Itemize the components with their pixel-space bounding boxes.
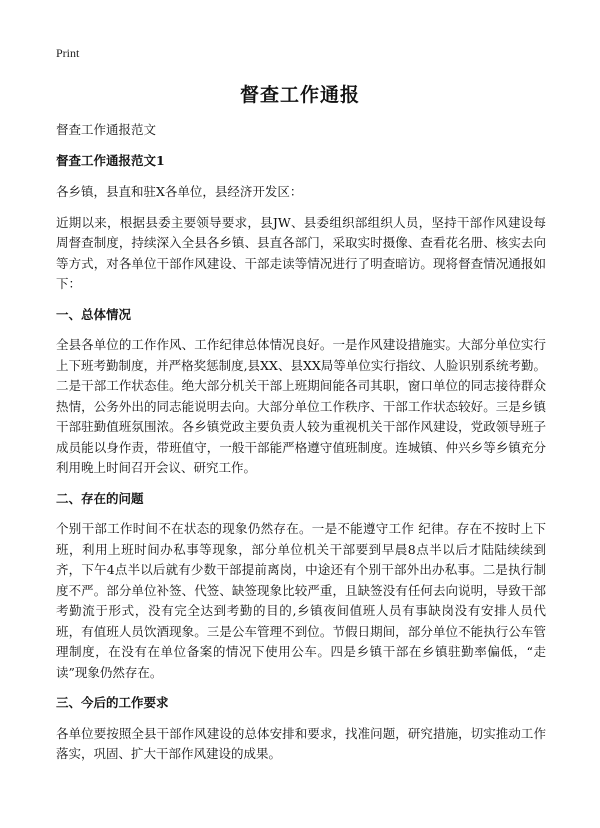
paragraph-requirements: 各单位要按照全县干部作风建设的总体安排和要求，找准问题，研究措施，切实推动工作落实，巩固、扩大干部作风建设的成果。 [56,725,546,761]
paragraph-problems: 个别干部工作时间不在状态的现象仍然存在。一是不能遵守工作 纪律。存在不按时上下班，利用上班时间办私事等现象，部分单位机关干部要到早晨8点半以后才陆陆续续到齐，下午4点半以后就有少数干部提前离岗，中途还有个别干部外出办私事。二是执行制度不严。部分单位补签、代签、缺签现象比较严重，且缺签没有任何去向说明，导致干部考勤流于形式，没有完全达到考勤的目的,乡镇夜间值班人员有事缺岗没有安排人员代班，有值班人员饮酒现象。三是公车管理不到位。节假日期间，部分单位不能执行公车管理制度，在没有在单位备案的情况下使用公车。四是乡镇干部在乡镇驻勤率偏低，“走读”现象仍然存在。 [56,521,546,680]
document-title: 督查工作通报 [239,84,360,106]
section-title: 督查工作通报范文1 [56,152,165,168]
heading-problems: 二、存在的问题 [56,490,144,506]
salutation: 各乡镇，县直和驻X各单位，县经济开发区： [56,184,303,199]
heading-overall: 一、总体情况 [56,306,132,322]
document-subtitle: 督查工作通报范文 [56,122,157,137]
document-body [56,120,546,775]
heading-requirements: 三、今后的工作要求 [56,695,169,710]
print-label: Print [56,46,80,60]
intro-paragraph: 近期以来，根据县委主要领导要求，县JW、县委组织部组织人员，坚持干部作风建设每周督查制度，持续深入全县各乡镇、县直各部门，采取实时摄像、查看花名册、核实去向等方式，对各单位干部作风建设、干部走读等情况进行了明查暗访。现将督查情况通报如下： [56,214,546,291]
paragraph-overall: 全县各单位的工作作风、工作纪律总体情况良好。一是作风建设措施实。大部分单位实行上下班考勤制度，并严格奖惩制度,县XX、县XX局等单位实行指纹、人脸识别系统考勤。二是干部工作状态佳。绝大部分机关干部上班期间能各司其职，窗口单位的同志接待群众热情，公务外出的同志能说明去向。大部分单位工作秩序、干部工作状态较好。三是乡镇干部驻勤值班氛围浓。各乡镇党政主要负责人较为重视机关干部作风建设，党政领导班子成员能以身作责，带班值守，一般干部能严格遵守值班制度。连城镇、仲兴乡等乡镇充分利用晚上时间召开会议、研究工作。 [56,337,546,475]
